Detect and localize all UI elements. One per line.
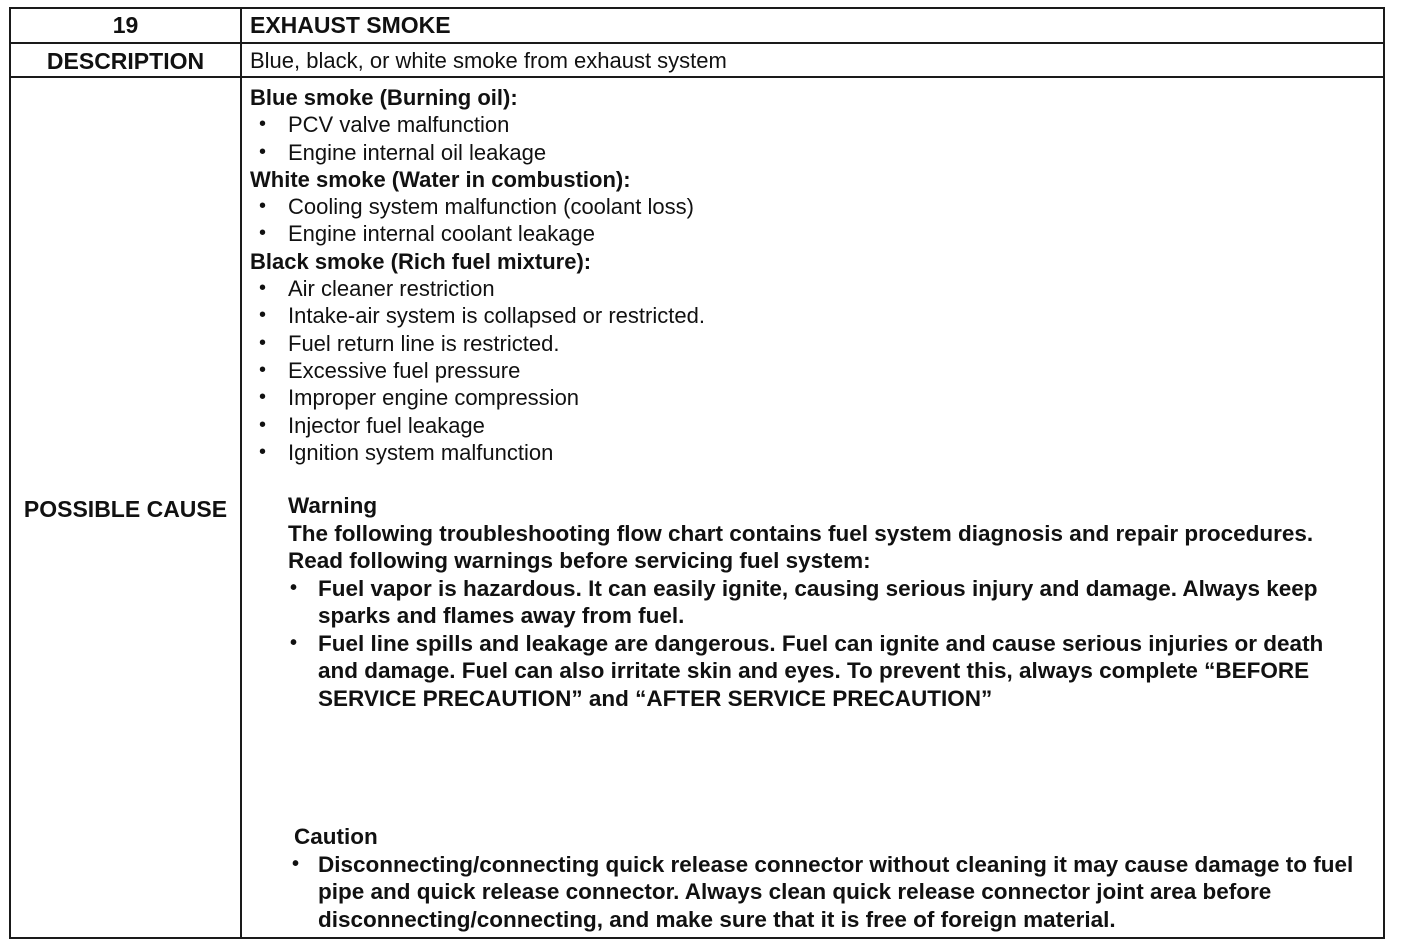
warning-title: Warning (288, 493, 378, 518)
caution-items (294, 851, 1357, 934)
troubleshooting-table (9, 7, 1385, 939)
cause-item: • Injector fuel leakage (288, 412, 1373, 439)
warning-items (288, 575, 1353, 713)
row-divider-description (11, 76, 1383, 78)
cause-item: • Cooling system malfunction (coolant loss) (288, 193, 1373, 220)
column-divider (240, 9, 242, 937)
possible-cause-list (250, 84, 1373, 466)
caution-block (294, 823, 1357, 933)
row-divider-header (11, 42, 1383, 44)
possible-cause-label: POSSIBLE CAUSE (23, 496, 228, 522)
cause-item: • PCV valve malfunction (288, 111, 1373, 138)
warning-item: • Fuel line spills and leakage are dangerous. Fuel can ignite and cause serious injuries or death and damage. Fuel can also irritate skin and eyes. To prevent this, always complete “BEFORE SERVICE PRECAUTION” and “AFTER SERVICE PRECAUTION” (318, 630, 1353, 713)
cause-group-heading: White smoke (Water in combustion): (250, 166, 631, 192)
cause-item: • Engine internal coolant leakage (288, 220, 1373, 247)
cause-group-heading: Blue smoke (Burning oil): (250, 85, 518, 110)
cause-item: • Intake-air system is collapsed or restricted. (288, 302, 1373, 329)
cause-item: • Excessive fuel pressure (288, 357, 1373, 384)
cause-group-heading: Black smoke (Rich fuel mixture): (250, 248, 592, 274)
cause-group-items (250, 111, 1373, 166)
symptom-number: 19 (112, 12, 139, 38)
cause-item: • Engine internal oil leakage (288, 139, 1373, 166)
description-text: Blue, black, or white smoke from exhaust system (250, 48, 727, 73)
caution-title: Caution (294, 824, 378, 849)
warning-block (288, 492, 1353, 712)
cause-item: • Ignition system malfunction (288, 439, 1373, 466)
cause-item: • Fuel return line is restricted. (288, 330, 1373, 357)
description-label: DESCRIPTION (46, 48, 205, 74)
cause-group-items (250, 275, 1373, 466)
cause-group-items (250, 193, 1373, 248)
cause-item: • Improper engine compression (288, 384, 1373, 411)
warning-intro: The following troubleshooting flow chart contains fuel system diagnosis and repair procedures. Read following warnings before servicing fuel system: (288, 520, 1314, 573)
warning-item: • Fuel vapor is hazardous. It can easily ignite, causing serious injury and damage. Always keep sparks and flames away from fuel. (318, 575, 1353, 630)
caution-item: • Disconnecting/connecting quick release connector without cleaning it may cause damage to fuel pipe and quick release connector. Always clean quick release connector joint area before disconnecting/connecting, and make sure that it is free of foreign material. (318, 851, 1357, 934)
cause-item: • Air cleaner restriction (288, 275, 1373, 302)
symptom-title: EXHAUST SMOKE (250, 12, 451, 38)
